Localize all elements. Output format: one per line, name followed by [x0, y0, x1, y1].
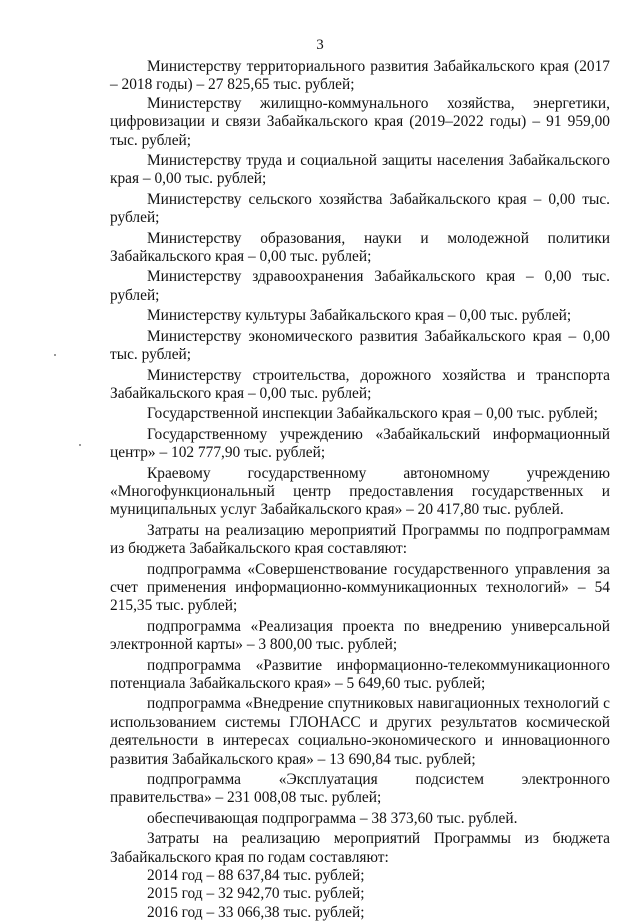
document-body	[110, 58, 610, 922]
paragraph: Затраты на реализацию мероприятий Программы по подпрограммам из бюджета Забайкальского края составляют:	[110, 521, 610, 558]
paragraph: 2016 год – 33 066,38 тыс. рублей;	[147, 903, 365, 921]
paragraph: Затраты на реализацию мероприятий Программы из бюджета Забайкальского края по годам составляют:	[110, 830, 610, 866]
paragraph: обеспечивающая подпрограмма – 38 373,60 тыс. рублей.	[147, 809, 518, 827]
paragraph: Государственной инспекции Забайкальского края – 0,00 тыс. рублей;	[147, 405, 598, 423]
paragraph: Краевому государственному автономному учреждению «Многофункциональный центр предоставления государственных и муниципальных услуг Забайкальского края» – 20 417,80 тыс. рублей.	[110, 464, 610, 519]
page-number: 3	[316, 37, 324, 53]
paragraph: подпрограмма «Развитие информационно-телекоммуникационного потенциала Забайкальского края» – 5 649,60 тыс. рублей;	[110, 656, 610, 692]
paragraph: Министерству образования, науки и молодежной политики Забайкальского края – 0,00 тыс. рублей;	[110, 229, 610, 266]
paragraph: подпрограмма «Совершенствование государственного управления за счет применения информационно-коммуникационных технологий» – 54 215,35 тыс. рублей;	[110, 560, 610, 615]
paragraph: Государственному учреждению «Забайкальский информационный центр» – 102 777,90 тыс. рублей;	[110, 425, 610, 462]
paragraph: Министерству жилищно-коммунального хозяйства, энергетики, цифровизации и связи Забайкальского края (2019–2022 годы) – 91 959,00 тыс. рублей;	[110, 94, 610, 149]
paragraph: Министерству территориального развития Забайкальского края (2017 – 2018 годы) – 27 825,65 тыс. рублей;	[110, 58, 610, 94]
paragraph: 2014 год – 88 637,84 тыс. рублей;	[147, 867, 365, 885]
paragraph: подпрограмма «Эксплуатация подсистем электронного правительства» – 231 008,08 тыс. рублей;	[110, 771, 610, 807]
scan-speck	[54, 354, 56, 356]
paragraph: 2015 год – 32 942,70 тыс. рублей;	[147, 885, 365, 903]
paragraph: подпрограмма «Реализация проекта по внедрению универсальной электронной карты» – 3 800,00 тыс. рублей;	[110, 617, 610, 654]
paragraph: Министерству строительства, дорожного хозяйства и транспорта Забайкальского края – 0,00 тыс. рублей;	[110, 366, 610, 402]
paragraph: подпрограмма «Внедрение спутниковых навигационных технологий с использованием системы ГЛОНАСС и других результатов космической деятельности в интересах социально-экономического и инновационного развития Забайкальского края» – 13 690,84 тыс. рублей;	[110, 695, 610, 768]
scan-speck	[79, 444, 81, 446]
paragraph: Министерству культуры Забайкальского края – 0,00 тыс. рублей;	[147, 307, 572, 325]
paragraph: Министерству экономического развития Забайкальского края – 0,00 тыс. рублей;	[110, 327, 610, 364]
paragraph: Министерству здравоохранения Забайкальского края – 0,00 тыс. рублей;	[110, 268, 610, 304]
paragraph: Министерству сельского хозяйства Забайкальского края – 0,00 тыс. рублей;	[110, 190, 610, 227]
paragraph: Министерству труда и социальной защиты населения Забайкальского края – 0,00 тыс. рублей;	[110, 152, 610, 188]
